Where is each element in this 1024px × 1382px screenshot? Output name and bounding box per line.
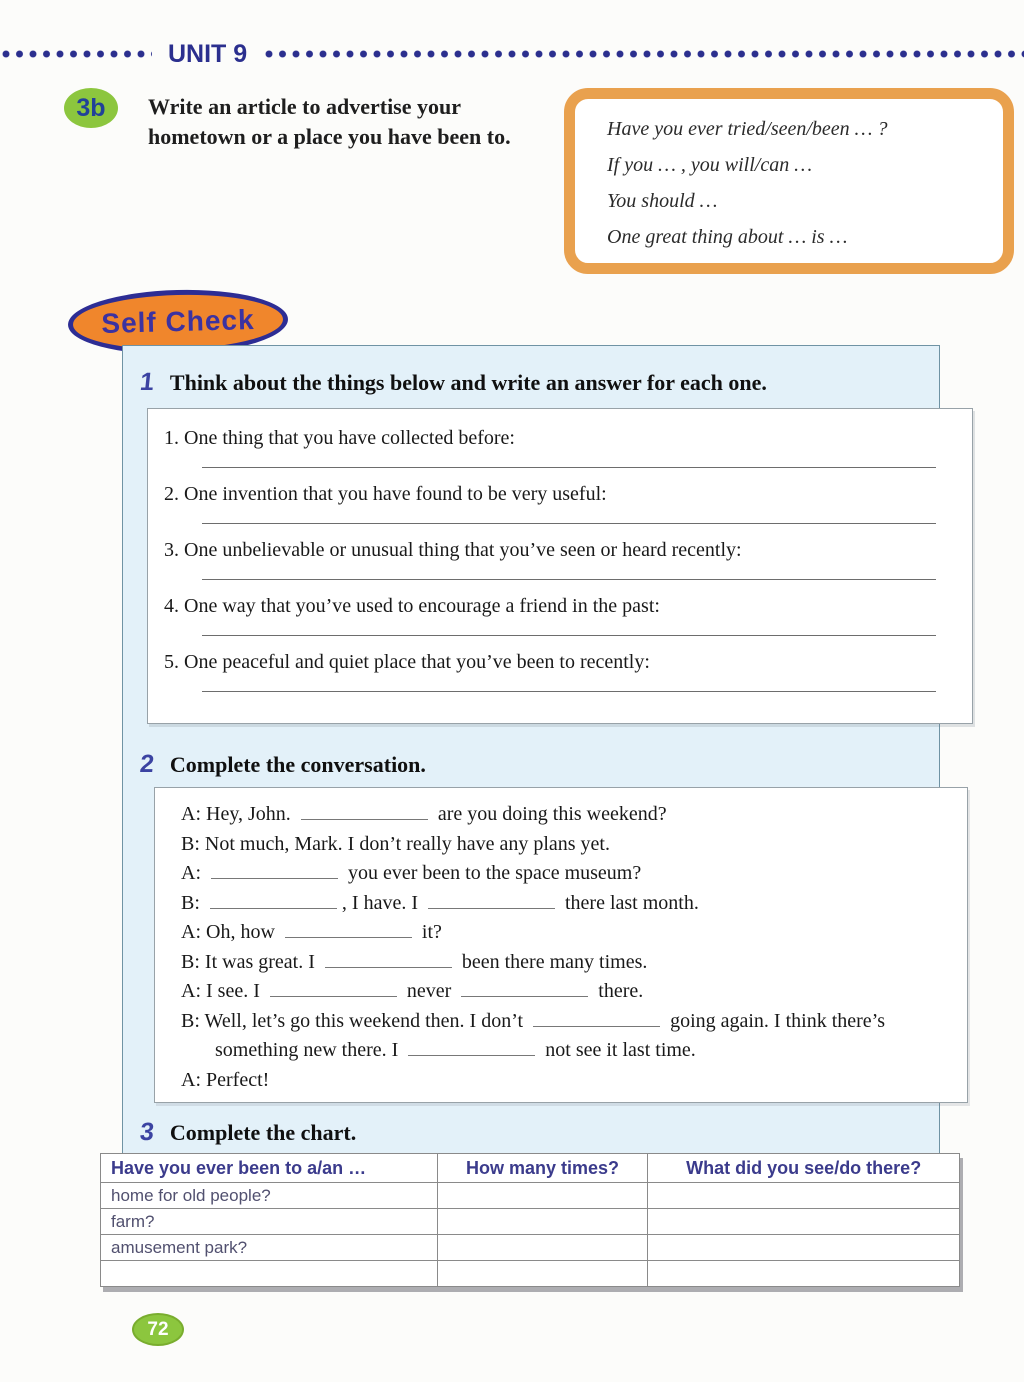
chart-table: [100, 1153, 960, 1287]
section2-number: 2: [138, 750, 156, 778]
page-number-badge: [132, 1313, 184, 1346]
section3-number: 3: [138, 1118, 156, 1146]
chart-cell: [437, 1235, 648, 1261]
dialogue-line: A: Oh, how it?: [181, 921, 442, 943]
dotted-rule-left: [0, 49, 152, 59]
hint-line: One great thing about … is …: [607, 226, 848, 248]
dialogue-line: B: , I have. I there last month.: [181, 891, 699, 914]
fill-in-blank: [325, 953, 452, 968]
chart-cell: [648, 1235, 960, 1261]
chart-row: [101, 1209, 960, 1235]
speaker-label: A:: [181, 803, 206, 825]
fill-in-blank: [210, 894, 337, 909]
question-text: 5. One peaceful and quiet place that you’ve been to recently:: [164, 651, 650, 673]
fill-in-blank: [461, 982, 588, 997]
section3-heading: [140, 1118, 356, 1147]
chart-cell: [648, 1183, 960, 1209]
answer-write-line: [202, 635, 936, 636]
question-text: 1. One thing that you have collected before:: [164, 427, 515, 449]
fill-in-blank: [211, 864, 338, 879]
answer-write-line: [202, 579, 936, 580]
task-3b-badge: 3b: [64, 88, 118, 128]
question-item: [164, 591, 972, 636]
chart-column-header: What did you see/do there?: [648, 1154, 960, 1183]
dialogue-line: A: Hey, John. are you doing this weekend?: [181, 803, 667, 825]
questions-box: [147, 408, 973, 724]
speaker-label: A:: [181, 1068, 206, 1091]
speaker-label: B:: [181, 1009, 205, 1032]
fill-in-blank: [301, 805, 428, 820]
question-text: 3. One unbelievable or unusual thing that you’ve seen or heard recently:: [164, 539, 742, 561]
dialogue-line: B: Not much, Mark. I don’t really have any plans yet.: [181, 832, 610, 855]
question-text: 4. One way that you’ve used to encourage a friend in the past:: [164, 595, 660, 617]
question-item: [164, 535, 972, 580]
section1-number: 1: [138, 368, 156, 396]
answer-write-line: [202, 467, 936, 468]
fill-in-blank: [408, 1041, 535, 1056]
chart-cell: [101, 1261, 438, 1287]
chart-column-header: How many times?: [437, 1154, 648, 1183]
conversation-box: [154, 787, 968, 1103]
speaker-label: A:: [181, 862, 206, 884]
section2-title: Complete the conversation.: [169, 752, 426, 777]
hint-line: You should …: [607, 190, 718, 212]
chart-cell: [648, 1261, 960, 1287]
question-item: [164, 479, 972, 524]
dotted-rule-right: [263, 49, 1024, 59]
chart-cell: [437, 1183, 648, 1209]
chart-cell: farm?: [101, 1209, 438, 1235]
fill-in-blank: [428, 894, 555, 909]
dialogue-line: A: you ever been to the space museum?: [181, 862, 642, 884]
hint-line: Have you ever tried/seen/been … ?: [607, 118, 888, 140]
question-text: 2. One invention that you have found to be very useful:: [164, 483, 607, 505]
speaker-label: A:: [181, 921, 206, 943]
section2-heading: [140, 750, 426, 779]
fill-in-blank: [285, 923, 412, 938]
question-item: [164, 647, 972, 692]
chart-row: [101, 1183, 960, 1209]
speaker-label: A:: [181, 980, 206, 1002]
dialogue-line: B: It was great. I been there many times.: [181, 950, 648, 973]
chart-cell: [648, 1209, 960, 1235]
chart-row: [101, 1261, 960, 1287]
fill-in-blank: [533, 1012, 660, 1027]
self-check-label: Self Check: [101, 304, 255, 339]
task-3b-text: Write an article to advertise your hometown or a place you have been to.: [148, 94, 511, 149]
chart-cell: [437, 1261, 648, 1287]
dialogue-line: A: Perfect!: [181, 1068, 270, 1091]
hint-line: If you … , you will/can …: [607, 154, 812, 176]
chart-cell: home for old people?: [101, 1183, 438, 1209]
chart-table-body: [101, 1183, 960, 1287]
speaker-label: B:: [181, 950, 205, 973]
page-number: 72: [147, 1318, 169, 1340]
unit-header: [0, 39, 1024, 68]
section1-title: Think about the things below and write an answer for each one.: [169, 370, 767, 395]
unit-title: UNIT 9: [168, 39, 248, 68]
chart-column-header: Have you ever been to a/an …: [101, 1154, 438, 1183]
section3-title: Complete the chart.: [169, 1120, 357, 1145]
speaker-label: B:: [181, 832, 205, 855]
answer-write-line: [202, 691, 936, 692]
section1-heading: [140, 368, 767, 397]
chart-cell: amusement park?: [101, 1235, 438, 1261]
question-item: [164, 423, 972, 468]
chart-table-header-row: [101, 1154, 960, 1183]
answer-write-line: [202, 523, 936, 524]
hint-box: [564, 88, 1014, 274]
dialogue-line: A: I see. I never there.: [181, 980, 644, 1002]
chart-cell: [437, 1209, 648, 1235]
fill-in-blank: [270, 982, 397, 997]
chart-row: [101, 1235, 960, 1261]
speaker-label: B:: [181, 891, 205, 914]
dialogue-line: B: Well, let’s go this weekend then. I don’t going again. I think there’s something new there. I not see it last time.: [181, 1009, 886, 1061]
